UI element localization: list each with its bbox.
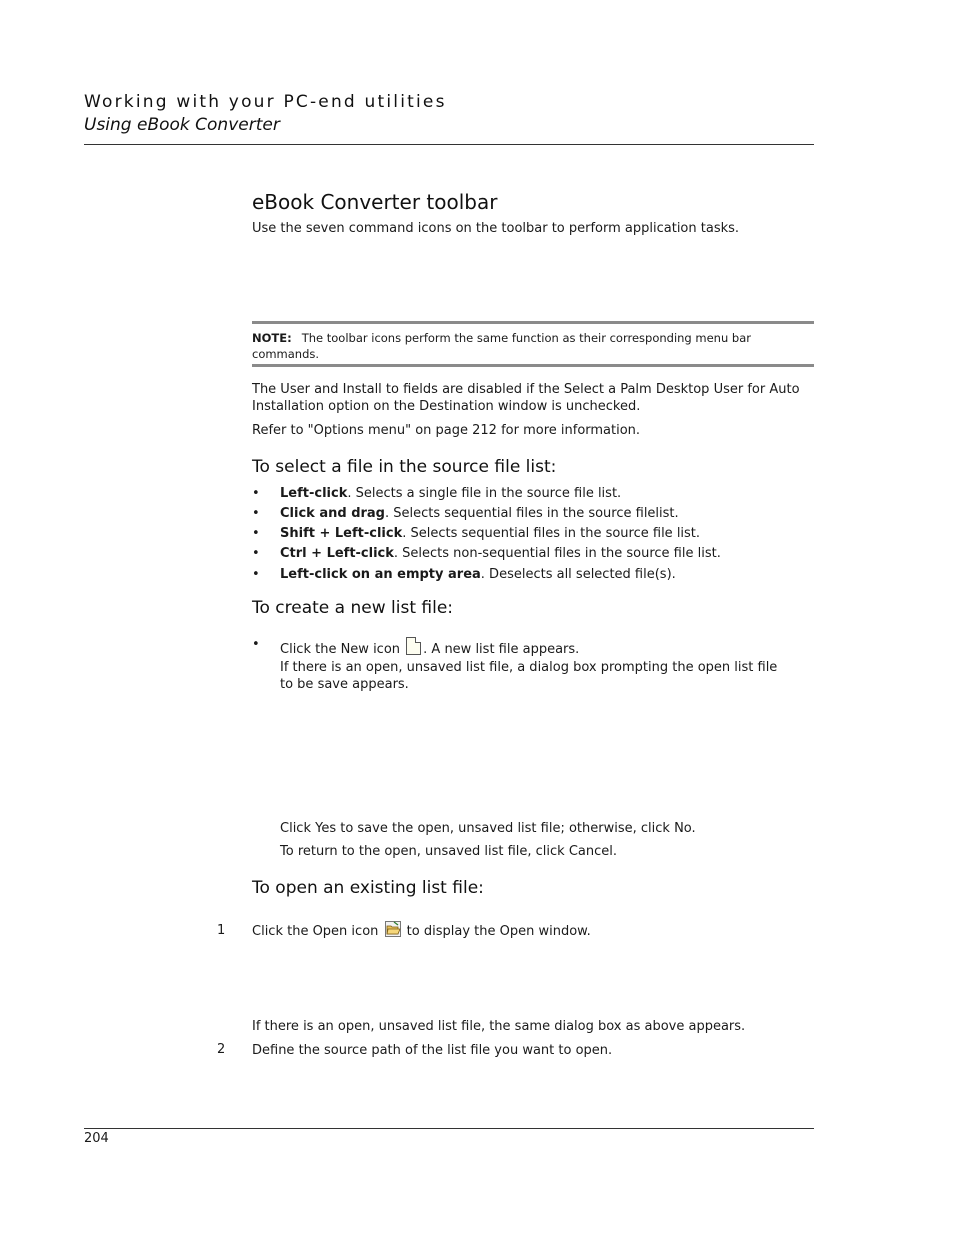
step-number: 2 [217, 1042, 226, 1057]
list-item-desc: . Selects sequential files in the source filelist. [384, 506, 679, 521]
list-item-term: Click and drag [280, 506, 385, 521]
open-step-1-result: to display the Open window. [406, 924, 591, 939]
create-bullet-text: Click the New icon [280, 642, 401, 657]
list-item-desc: . Selects a single file in the source file list. [347, 486, 622, 501]
list-item-desc: . Selects sequential files in the source file list. [402, 526, 701, 541]
note-label: NOTE: [252, 331, 292, 345]
open-step-1 [252, 921, 591, 940]
open-folder-icon [385, 921, 401, 937]
footer-divider [84, 1128, 814, 1129]
running-header-title: Working with your PC-end utilities [84, 92, 447, 112]
create-yes-text: Click Yes to save the open, unsaved list file; otherwise, click No. [280, 821, 696, 836]
disabled-fields-paragraph: The User and Install to fields are disabled if the Select a Palm Desktop User for Auto Installation option on the Destination window is unchecked. [252, 382, 800, 414]
list-item-term: Shift + Left-click [280, 526, 403, 541]
list-item-term: Ctrl + Left-click [280, 546, 394, 561]
new-file-icon [406, 637, 421, 655]
header-divider [84, 144, 814, 145]
section-intro: Use the seven command icons on the toolbar to perform application tasks. [252, 221, 740, 236]
create-bullet-result: . A new list file appears. [423, 642, 580, 657]
list-item-desc: . Selects non-sequential files in the source file list. [393, 546, 721, 561]
list-item-term: Left-click [280, 486, 348, 501]
create-heading: To create a new list file: [252, 598, 454, 618]
open-step-2: Define the source path of the list file you want to open. [252, 1043, 613, 1058]
list-item-term: Left-click on an empty area [280, 567, 481, 582]
step-number: 1 [217, 923, 226, 938]
open-dialog-note: If there is an open, unsaved list file, the same dialog box as above appears. [252, 1019, 746, 1034]
list-item-desc: . Deselects all selected file(s). [480, 567, 676, 582]
open-heading: To open an existing list file: [252, 878, 484, 898]
note-box [252, 321, 814, 367]
page-number: 204 [84, 1131, 109, 1146]
section-title: eBook Converter toolbar [252, 190, 498, 214]
refer-paragraph: Refer to "Options menu" on page 212 for more information. [252, 423, 641, 438]
select-heading: To select a file in the source file list: [252, 457, 557, 477]
create-followup: If there is an open, unsaved list file, a dialog box prompting the open list file to be save appears. [280, 660, 778, 692]
create-cancel-text: To return to the open, unsaved list file, click Cancel. [280, 844, 617, 859]
running-header-subtitle: Using eBook Converter [84, 115, 280, 135]
open-step-1-text: Click the Open icon [252, 924, 379, 939]
note-content [252, 330, 792, 362]
note-text: The toolbar icons perform the same function as their corresponding menu bar commands. [252, 331, 751, 361]
